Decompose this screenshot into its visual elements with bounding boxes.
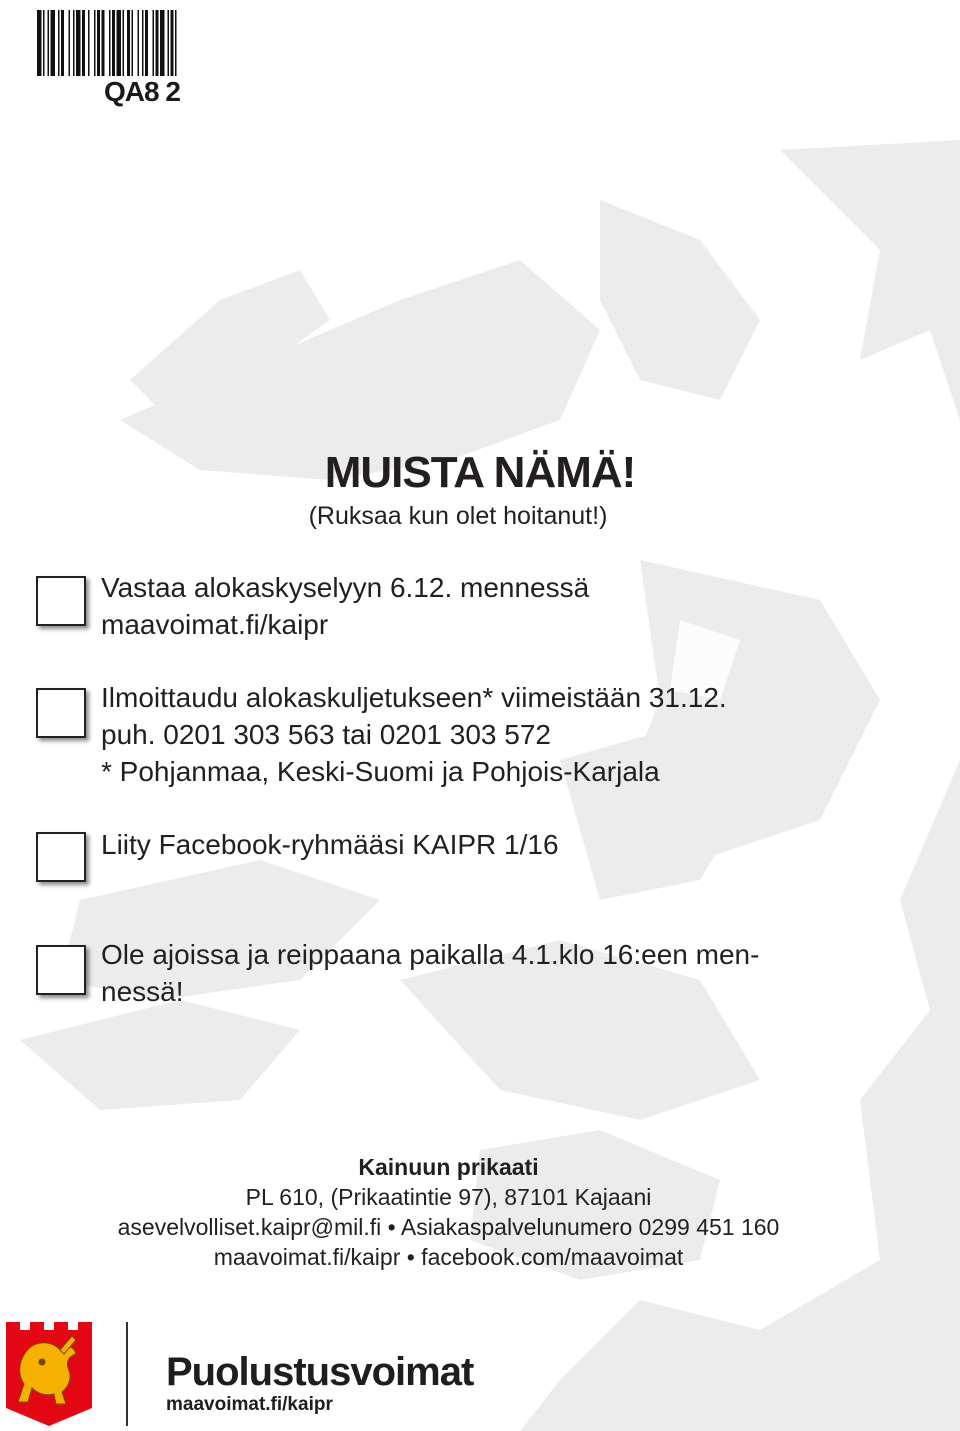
checklist-item-line: Vastaa alokaskyselyyn 6.12. mennessä <box>101 572 590 603</box>
checklist-item-line: maavoimat.fi/kaipr <box>101 609 329 640</box>
checklist-item-text <box>101 569 589 643</box>
checkbox[interactable] <box>36 688 86 738</box>
brand-url: maavoimat.fi/kaipr <box>166 1394 333 1415</box>
page-subtitle: (Ruksaa kun olet hoitanut!) <box>308 502 608 530</box>
brand-name: Puolustusvoimat <box>166 1350 474 1394</box>
contact-info: asevelvolliset.kaipr@mil.fi • Asiakaspalvelunumero 0299 451 160 <box>117 1214 780 1240</box>
checklist-item-line: nessä! <box>101 976 184 1007</box>
lion-emblem-icon <box>6 1322 92 1426</box>
checkbox[interactable] <box>36 576 86 626</box>
checklist-item-text <box>101 936 759 1010</box>
checkbox[interactable] <box>36 832 86 882</box>
checklist-item-line: Liity Facebook-ryhmääsi KAIPR 1/16 <box>101 829 559 860</box>
checklist-item-line: * Pohjanmaa, Keski-Suomi ja Pohjois-Karjala <box>101 756 660 787</box>
barcode <box>37 10 249 76</box>
checklist-item-text <box>101 679 727 790</box>
brigade-name: Kainuun prikaati <box>358 1154 539 1180</box>
web-links: maavoimat.fi/kaipr • facebook.com/maavoimat <box>213 1244 684 1270</box>
checkbox[interactable] <box>36 945 86 995</box>
barcode-code: QA8 2 <box>104 76 180 107</box>
checklist-item-line: Ilmoittaudu alokaskuljetukseen* viimeistään 31.12. <box>101 682 727 713</box>
postal-address: PL 610, (Prikaatintie 97), 87101 Kajaani <box>245 1184 652 1210</box>
checklist-item-line: puh. 0201 303 563 tai 0201 303 572 <box>101 719 551 750</box>
logo-divider <box>126 1322 128 1426</box>
checklist-item-text <box>101 826 559 863</box>
checklist-item-line: Ole ajoissa ja reippaana paikalla 4.1.klo 16:een men- <box>101 939 760 970</box>
page-title: MUISTA NÄMÄ! <box>324 448 636 497</box>
